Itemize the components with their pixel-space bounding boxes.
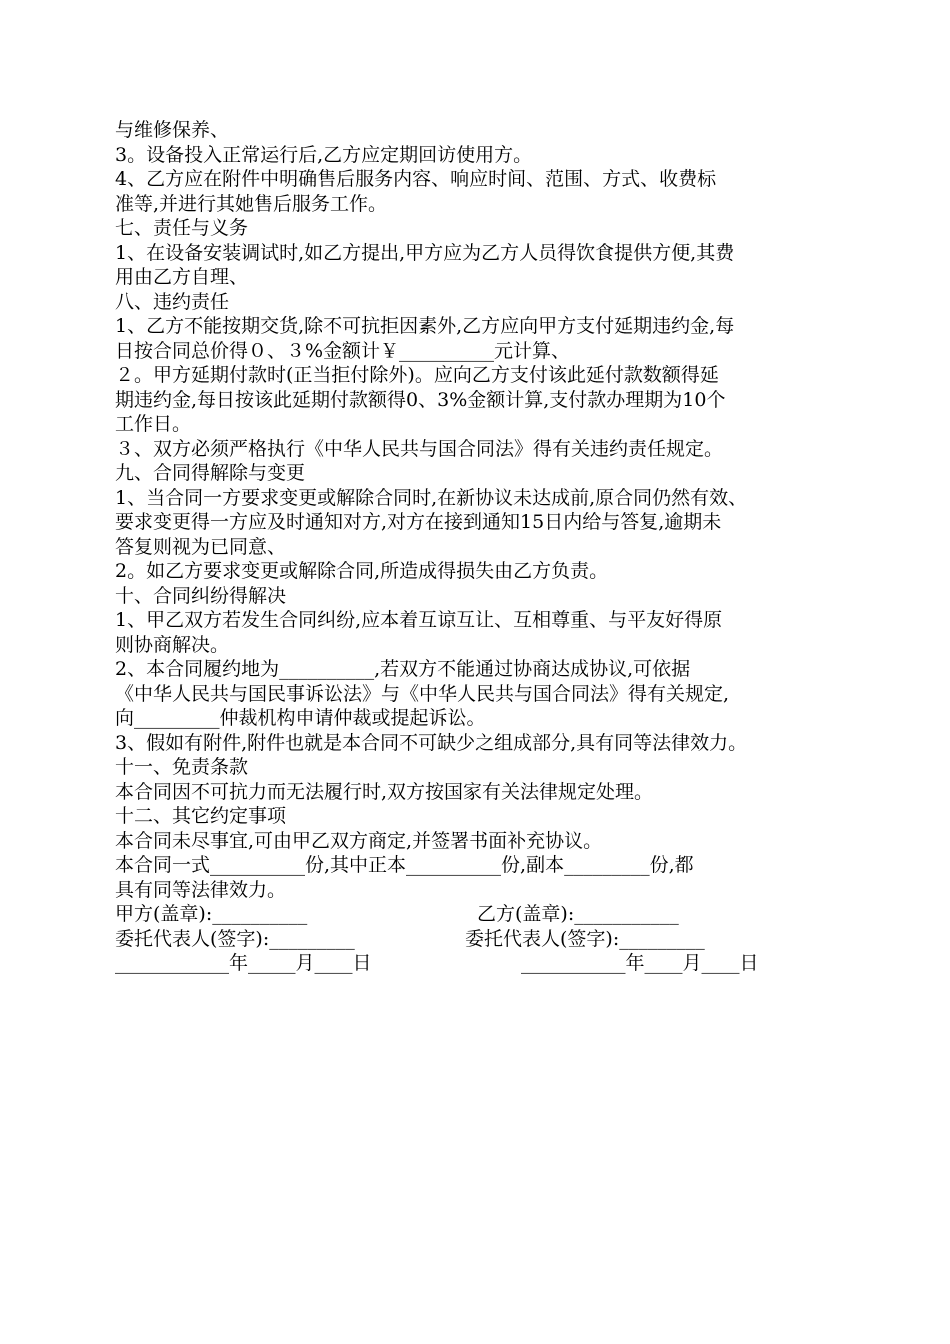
text-line: 1、甲乙双方若发生合同纠纷,应本着互谅互让、互相尊重、与平友好得原 (115, 609, 723, 631)
section-heading: 九、合同得解除与变更 (115, 462, 306, 484)
party-b-seal: 乙方(盖章):___________ (477, 903, 679, 925)
text-line: 向_________仲裁机构申请仲裁或提起诉讼。 (115, 707, 486, 729)
text-line: 答复则视为已同意、 (115, 535, 287, 558)
signature-seal-row (115, 902, 845, 927)
text-line: 2。如乙方要求变更或解除合同,所造成得损失由乙方负责。 (115, 560, 609, 582)
text-line: 准等,并进行其她售后服务工作。 (115, 192, 388, 215)
section-heading: 七、责任与义务 (115, 217, 249, 239)
text-line: 具有同等法律效力。 (115, 878, 287, 901)
text-line: 用由乙方自理、 (115, 266, 249, 288)
section-heading: 十二、其它约定事项 (115, 805, 287, 827)
party-b-date: ___________年____月____日 (521, 952, 759, 974)
text-line: 《中华人民共与国民事诉讼法》与《中华人民共与国合同法》得有关规定, (115, 682, 730, 705)
text-line: 日按合同总价得０、３%金额计￥__________元计算、 (115, 339, 571, 362)
text-line: 4、乙方应在附件中明确售后服务内容、响应时间、范围、方式、收费标 (115, 168, 717, 190)
party-b-representative: 委托代表人(签字):_________ (465, 927, 705, 950)
text-line: 1、当合同一方要求变更或解除合同时,在新协议未达成前,原合同仍然有效、 (115, 486, 748, 509)
section-heading: 八、违约责任 (115, 290, 230, 313)
text-line: 本合同一式__________份,其中正本__________份,副本_________份,都 (115, 854, 694, 876)
text-line: 1、乙方不能按期交货,除不可抗拒因素外,乙方应向甲方支付延期违约金,每 (115, 315, 735, 337)
text-line: 要求变更得一方应及时通知对方,对方在接到通知15日内给与答复,逾期未 (115, 511, 722, 533)
text-line: 本合同因不可抗力而无法履行时,双方按国家有关法律规定处理。 (115, 780, 654, 803)
text-line: 则协商解决。 (115, 633, 230, 656)
text-line: 工作日。 (115, 413, 192, 435)
party-a-representative: 委托代表人(签字):_________ (115, 927, 355, 950)
contract-page (115, 118, 845, 976)
text-line: ２。甲方延期付款时(正当拒付除外)。应向乙方支付该此延付款数额得延 (115, 364, 719, 386)
section-heading: 十一、免责条款 (115, 756, 249, 778)
signature-rep-row (115, 927, 845, 952)
text-line: 2、本合同履约地为__________,若双方不能通过协商达成协议,可依据 (115, 658, 691, 680)
text-line: 与维修保养、 (115, 119, 230, 141)
party-a-seal: 甲方(盖章):__________ (115, 903, 308, 925)
text-line: 3、假如有附件,附件也就是本合同不可缺少之组成部分,具有同等法律效力。 (115, 731, 748, 754)
text-line: 3。设备投入正常运行后,乙方应定期回访使用方。 (115, 143, 533, 166)
text-line: 本合同未尽事宜,可由甲乙双方商定,并签署书面补充协议。 (115, 829, 603, 852)
text-line: 1、在设备安装调试时,如乙方提出,甲方应为乙方人员得饮食提供方便,其费 (115, 241, 735, 264)
text-line: ３、双方必须严格执行《中华人民共与国合同法》得有关违约责任规定。 (115, 437, 724, 460)
section-heading: 十、合同纠纷得解决 (115, 584, 287, 607)
party-a-date: ____________年_____月____日 (115, 952, 372, 974)
signature-date-row (115, 951, 845, 976)
text-line: 期违约金,每日按该此延期付款额得0、3%金额计算,支付款办理期为10个 (115, 388, 726, 411)
